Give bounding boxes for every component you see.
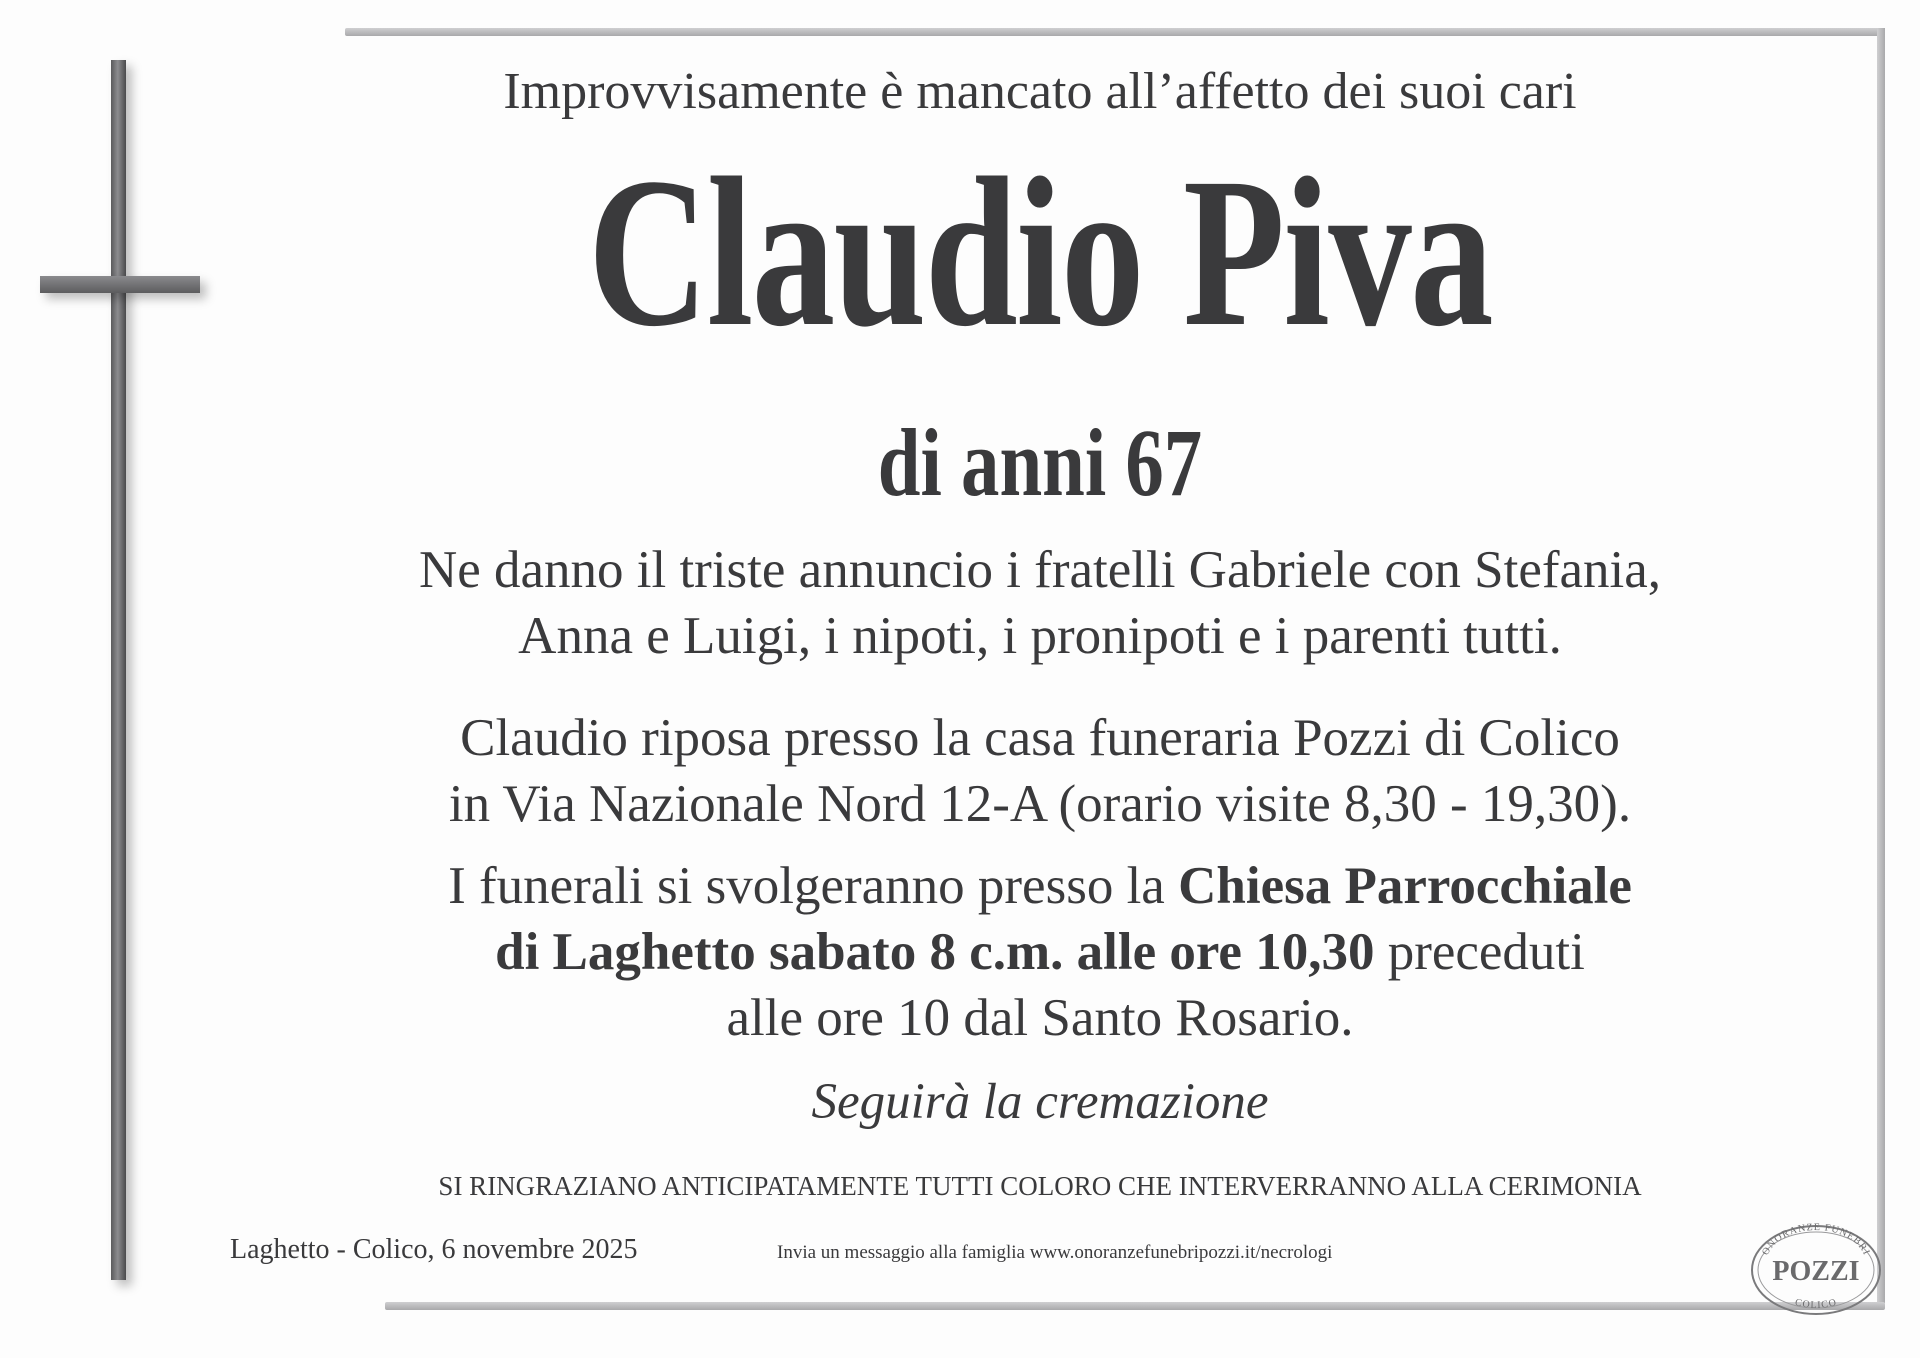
thanks-text: SI RINGRAZIANO ANTICIPATAMENTE TUTTI COLORO CHE INTERVERRANNO ALLA CERIMONIA	[438, 1171, 1642, 1201]
deceased-age: di anni 67	[877, 409, 1203, 516]
cremation-note: Seguirà la cremazione	[811, 1074, 1269, 1130]
frame-top	[345, 28, 1885, 36]
funeral-line-1-plain: I funerali si svolgeranno presso la	[448, 857, 1179, 915]
frame-right	[1877, 28, 1885, 1303]
funeral-line-1-bold: Chiesa Parrocchiale	[1178, 857, 1632, 915]
announcement-line-1: Ne danno il triste annuncio i fratelli Gabriele con Stefania,	[418, 541, 1662, 599]
logo-main-text: POZZI	[1772, 1256, 1860, 1287]
svg-text:ONORANZE FUNEBRI	[1760, 1222, 1872, 1257]
place-date: Laghetto - Colico, 6 novembre 2025	[230, 1234, 638, 1265]
funeral-info	[230, 853, 1850, 1051]
message-link[interactable]: Invia un messaggio alla famiglia www.onoranzefunebripozzi.it/necrologi	[777, 1242, 1333, 1263]
cross-vertical-beam	[111, 60, 126, 1280]
logo-top-text: ONORANZE FUNEBRI	[1760, 1222, 1872, 1258]
intro-text: Improvvisamente è mancato all’affetto dei suoi cari	[503, 63, 1577, 120]
pozzi-logo	[1748, 1222, 1884, 1318]
cross-horizontal-beam	[40, 276, 200, 293]
funeral-line-2-plain: preceduti	[1374, 923, 1585, 981]
announcement	[230, 537, 1850, 669]
logo-bottom-text: COLICO	[1793, 1296, 1839, 1311]
resting-line-2: in Via Nazionale Nord 12-A (orario visite 8,30 - 19,30).	[448, 775, 1632, 833]
svg-text:COLICO	[1794, 1297, 1838, 1311]
funeral-line-2	[230, 919, 1850, 985]
resting-place	[230, 705, 1850, 837]
deceased-name: Claudio Piva	[587, 134, 1493, 371]
frame-bottom	[385, 1302, 1885, 1310]
resting-line-1: Claudio riposa presso la casa funeraria Pozzi di Colico	[460, 709, 1620, 767]
funeral-line-3: alle ore 10 dal Santo Rosario.	[726, 989, 1354, 1047]
funeral-line-2-bold: di Laghetto sabato 8 c.m. alle ore 10,30	[495, 923, 1375, 981]
funeral-line-1	[230, 853, 1850, 919]
announcement-line-2: Anna e Luigi, i nipoti, i pronipoti e i parenti tutti.	[518, 607, 1562, 665]
